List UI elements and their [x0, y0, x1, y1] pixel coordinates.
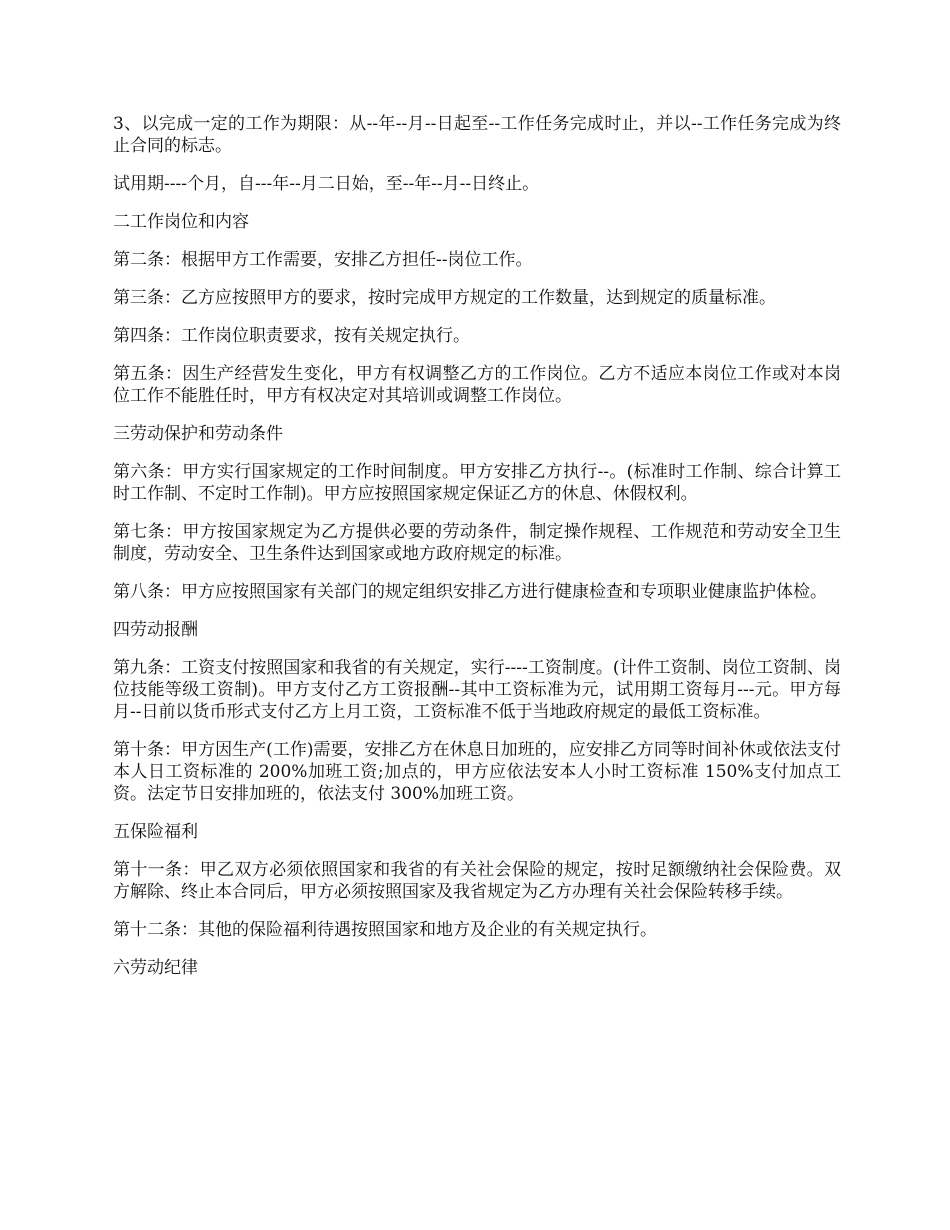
article-10: 第十条：甲方因生产(工作)需要，安排乙方在休息日加班的，应安排乙方同等时间补休或依法支付本人日工资标准的 200%加班工资;加点的，甲方应依法安本人小时工资标准 150%支付加点工资。法定节日安排加班的，依法支付 300%加班工资。 [113, 740, 841, 804]
article-3: 第三条：乙方应按照甲方的要求，按时完成甲方规定的工作数量，达到规定的质量标准。 [113, 288, 776, 308]
section-2-heading: 二工作岗位和内容 [113, 212, 249, 232]
clause-term-task: 3、以完成一定的工作为期限：从--年--月--日起至--工作任务完成时止，并以--工作任务完成为终止合同的标志。 [113, 114, 841, 156]
section-6-heading: 六劳动纪律 [113, 958, 198, 978]
article-7: 第七条：甲方按国家规定为乙方提供必要的劳动条件，制定操作规程、工作规范和劳动安全卫生制度，劳动安全、卫生条件达到国家或地方政府规定的标准。 [113, 522, 841, 564]
article-8: 第八条：甲方应按照国家有关部门的规定组织安排乙方进行健康检查和专项职业健康监护体检。 [113, 582, 827, 602]
probation-period: 试用期----个月，自---年--月二日始，至--年--月--日终止。 [113, 174, 540, 194]
article-11: 第十一条：甲乙双方必须依照国家和我省的有关社会保险的规定，按时足额缴纳社会保险费。双方解除、终止本合同后，甲方必须按照国家及我省规定为乙方办理有关社会保险转移手续。 [113, 860, 841, 902]
article-9: 第九条：工资支付按照国家和我省的有关规定，实行----工资制度。(计件工资制、岗位工资制、岗位技能等级工资制)。甲方支付乙方工资报酬--其中工资标准为元，试用期工资每月---元。甲方每月--日前以货币形式支付乙方上月工资，工资标准不低于当地政府规定的最低工资标准。 [113, 658, 841, 722]
article-2: 第二条：根据甲方工作需要，安排乙方担任--岗位工作。 [113, 250, 533, 270]
section-3-heading: 三劳动保护和劳动条件 [113, 424, 283, 444]
article-5: 第五条：因生产经营发生变化，甲方有权调整乙方的工作岗位。乙方不适应本岗位工作或对本岗位工作不能胜任时，甲方有权决定对其培训或调整工作岗位。 [113, 364, 841, 406]
article-12: 第十二条：其他的保险福利待遇按照国家和地方及企业的有关规定执行。 [113, 920, 657, 940]
document-body [113, 113, 841, 995]
article-6: 第六条：甲方实行国家规定的工作时间制度。甲方安排乙方执行--。(标准时工作制、综合计算工时工作制、不定时工作制)。甲方应按照国家规定保证乙方的休息、休假权利。 [113, 462, 841, 504]
section-4-heading: 四劳动报酬 [113, 620, 198, 640]
article-4: 第四条：工作岗位职责要求，按有关规定执行。 [113, 326, 470, 346]
section-5-heading: 五保险福利 [113, 822, 198, 842]
